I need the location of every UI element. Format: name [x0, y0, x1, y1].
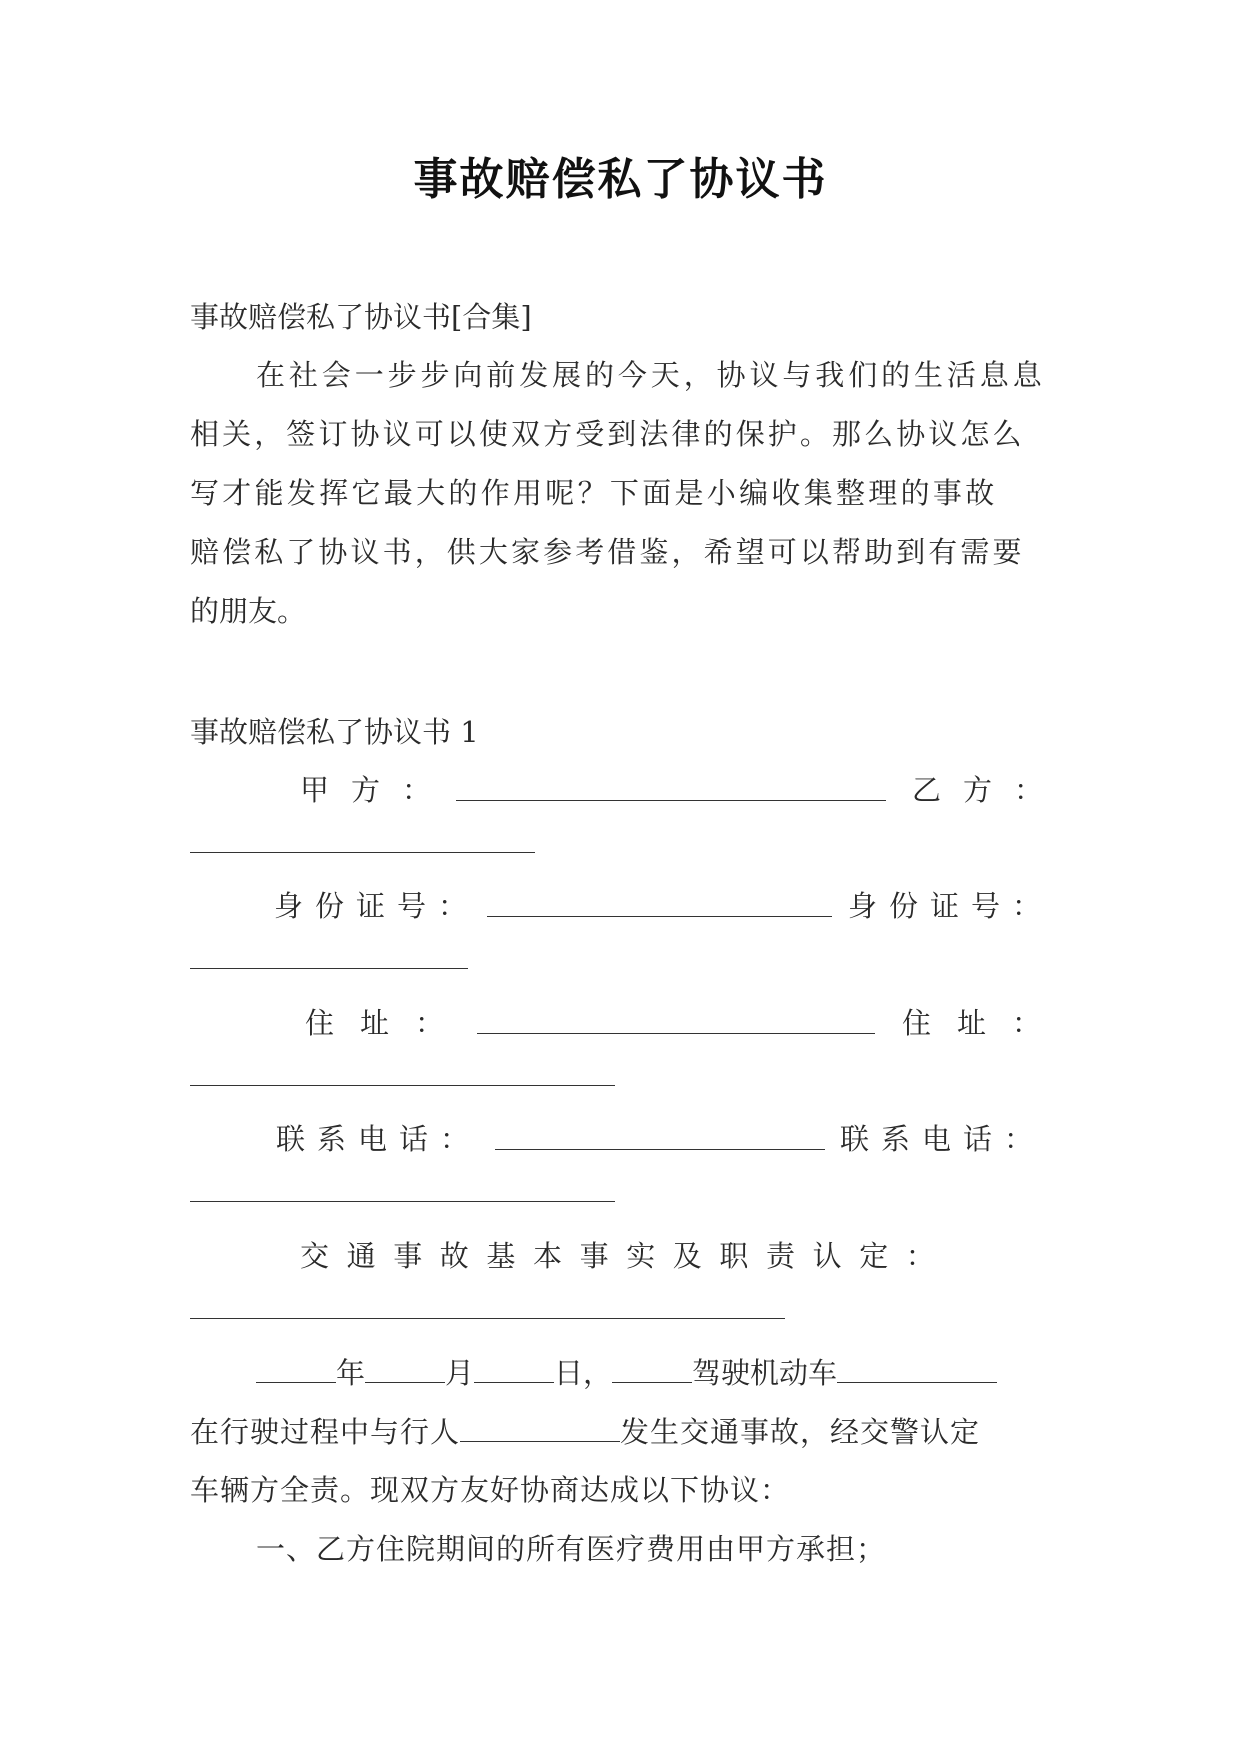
- party-b-label: 乙方：: [912, 773, 1066, 807]
- section-heading: 事故赔偿私了协议书 1: [190, 715, 479, 749]
- body-line-2: [190, 1411, 980, 1452]
- address-b-blank[interactable]: [190, 1084, 615, 1086]
- intro-line: 写才能发挥它最大的作用呢？下面是小编收集整理的事故: [190, 476, 998, 510]
- pedestrian-blank[interactable]: [460, 1411, 620, 1442]
- intro-line: 相关，签订协议可以使双方受到法律的保护。那么协议怎么: [190, 417, 1025, 451]
- id-b-label: 身份证号：: [848, 889, 1054, 923]
- id-a-blank[interactable]: [487, 886, 832, 917]
- facts-label: 交通事故基本事实及职责认定：: [300, 1239, 953, 1273]
- driver-blank[interactable]: [612, 1352, 692, 1383]
- body-line-3: 车辆方全责。现双方友好协商达成以下协议：: [190, 1473, 791, 1507]
- address-b-label: 住址：: [902, 1006, 1068, 1040]
- phone-a-label: 联系电话：: [276, 1122, 482, 1156]
- month-label: 月: [445, 1356, 475, 1390]
- party-a-label: 甲方：: [300, 773, 454, 807]
- intro-line: 的朋友。: [190, 594, 307, 628]
- phone-a-blank[interactable]: [495, 1119, 825, 1150]
- month-blank[interactable]: [365, 1352, 445, 1383]
- facts-blank[interactable]: [190, 1317, 785, 1319]
- body-line-2-a: 在行驶过程中与行人: [190, 1415, 461, 1449]
- day-blank[interactable]: [474, 1352, 554, 1383]
- date-line: [256, 1352, 997, 1393]
- drive-label: 驾驶机动车: [692, 1356, 838, 1390]
- intro-line: 在社会一步步向前发展的今天，协议与我们的生活息息: [256, 358, 1046, 392]
- address-a-blank[interactable]: [477, 1003, 875, 1034]
- document-subtitle: 事故赔偿私了协议书[合集]: [190, 300, 532, 334]
- phone-b-label: 联系电话：: [840, 1122, 1046, 1156]
- party-a-blank[interactable]: [456, 770, 886, 801]
- year-blank[interactable]: [256, 1352, 336, 1383]
- id-b-blank[interactable]: [190, 967, 468, 969]
- day-label: 日，: [554, 1356, 613, 1390]
- phone-b-blank[interactable]: [190, 1200, 615, 1202]
- year-label: 年: [336, 1356, 366, 1390]
- id-a-label: 身份证号：: [274, 889, 480, 923]
- body-line-2-b: 发生交通事故，经交警认定: [620, 1415, 981, 1449]
- clause-1: 一、乙方住院期间的所有医疗费用由甲方承担；: [256, 1532, 887, 1566]
- vehicle-blank[interactable]: [837, 1352, 997, 1383]
- address-a-label: 住址：: [305, 1006, 471, 1040]
- intro-line: 赔偿私了协议书，供大家参考借鉴，希望可以帮助到有需要: [190, 535, 1025, 569]
- document-title: 事故赔偿私了协议书: [413, 154, 828, 205]
- party-b-blank[interactable]: [190, 851, 535, 853]
